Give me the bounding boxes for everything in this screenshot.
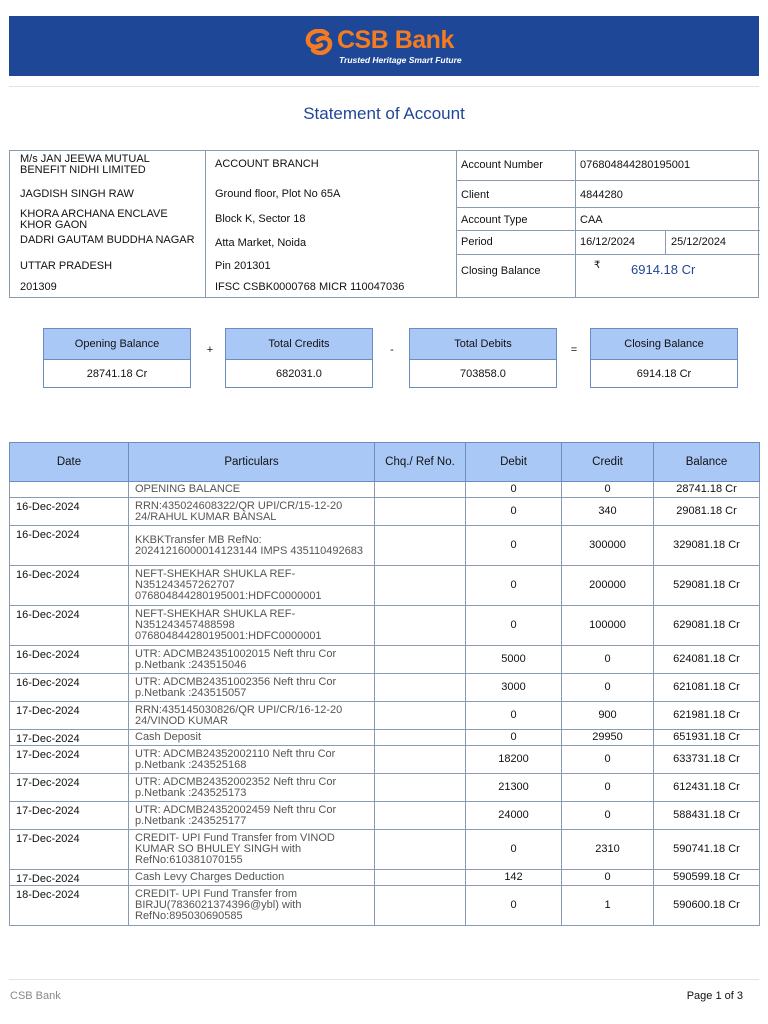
total-credits-value: 682031.0 [276,368,322,380]
transaction-ref-no [375,830,466,870]
table-row [10,802,760,830]
transaction-balance: 621981.18 Cr [654,702,760,730]
closing-balance-cell [576,255,760,297]
transaction-credit: 0 [562,674,654,702]
table-row [10,774,760,802]
transaction-balance: 590600.18 Cr [654,886,760,926]
equals-sign: = [570,344,578,356]
column-header-ref-no: Chq./ Ref No. [375,443,466,482]
transaction-balance: 588431.18 Cr [654,802,760,830]
total-debits-box [409,328,557,388]
opening-balance-label: Opening Balance [44,329,190,360]
minus-sign: - [390,344,394,356]
branch-pin: Pin 201301 [215,260,271,272]
client-id: 4844280 [580,189,623,201]
transaction-credit: 200000 [562,566,654,606]
transaction-particulars: KKBKTransfer MB RefNo: 20241216000014123144 IMPS 435110492683 [129,526,375,566]
transaction-particulars: Cash Levy Charges Deduction [129,870,375,886]
column-header-debit: Debit [466,443,562,482]
transactions-body [10,482,760,926]
branch-name: ACCOUNT BRANCH [215,158,319,170]
transaction-date: 16-Dec-2024 [10,526,129,566]
table-row [10,646,760,674]
transaction-credit: 0 [562,802,654,830]
closing-balance-value: 6914.18 Cr [631,262,696,277]
transaction-ref-no [375,886,466,926]
account-number: 076804844280195001 [580,159,691,171]
page-number: Page 1 of 3 [686,990,743,1002]
column-header-date: Date [10,443,129,482]
transaction-balance: 329081.18 Cr [654,526,760,566]
transaction-debit: 0 [466,702,562,730]
customer-contact: JAGDISH SINGH RAW [20,188,134,200]
column-header-particulars: Particulars [129,443,375,482]
account-type-label-cell [456,208,576,231]
transaction-date: 17-Dec-2024 [10,830,129,870]
transaction-balance: 651931.18 Cr [654,730,760,746]
transaction-balance: 629081.18 Cr [654,606,760,646]
transaction-credit: 900 [562,702,654,730]
transaction-debit: 5000 [466,646,562,674]
table-row [10,730,760,746]
transaction-balance: 529081.18 Cr [654,566,760,606]
customer-pin: 201309 [20,281,57,293]
transaction-particulars: CREDIT- UPI Fund Transfer from VINOD KUMAR SO BHULEY SINGH with RefNo:610381070155 [129,830,375,870]
column-header-balance: Balance [654,443,760,482]
transaction-credit: 0 [562,482,654,498]
footer-divider [9,979,759,980]
transaction-particulars: NEFT-SHEKHAR SHUKLA REF- N351243457262707 076804844280195001:HDFC0000001 [129,566,375,606]
customer-state: UTTAR PRADESH [20,260,113,272]
transaction-credit: 1 [562,886,654,926]
brand-name: CSB Bank [337,26,454,54]
transaction-particulars: CREDIT- UPI Fund Transfer from BIRJU(7836021374396@ybl) with RefNo:895030690585 [129,886,375,926]
transaction-date: 17-Dec-2024 [10,730,129,746]
transaction-particulars: RRN:435024608322/QR UPI/CR/15-12-20 24/RAHUL KUMAR BANSAL [129,498,375,526]
transaction-particulars: UTR: ADCMB24352002459 Neft thru Cor p.Netbank :243525177 [129,802,375,830]
account-type-cell [576,208,760,231]
account-type: CAA [580,214,603,226]
customer-details [10,151,206,297]
transaction-credit: 29950 [562,730,654,746]
transaction-debit: 0 [466,498,562,526]
transaction-date: 18-Dec-2024 [10,886,129,926]
transaction-debit: 0 [466,566,562,606]
account-type-label: Account Type [461,214,528,226]
transaction-particulars: RRN:435145030826/QR UPI/CR/16-12-20 24/VINOD KUMAR [129,702,375,730]
footer-bank-name: CSB Bank [10,990,61,1002]
closing-label-cell [456,255,576,297]
transaction-particulars: OPENING BALANCE [129,482,375,498]
transaction-date: 16-Dec-2024 [10,498,129,526]
table-row [10,870,760,886]
transaction-credit: 0 [562,870,654,886]
csb-bank-logo [305,26,495,70]
bank-header-banner [9,16,759,76]
transaction-ref-no [375,746,466,774]
transaction-date: 17-Dec-2024 [10,802,129,830]
csb-logo-mark-icon [305,29,333,55]
transaction-ref-no [375,674,466,702]
transaction-credit: 340 [562,498,654,526]
summary-closing-balance-value: 6914.18 Cr [636,368,692,380]
transaction-credit: 0 [562,646,654,674]
transaction-date: 16-Dec-2024 [10,646,129,674]
transaction-ref-no [375,566,466,606]
transaction-particulars: Cash Deposit [129,730,375,746]
brand-tagline: Trusted Heritage Smart Future [339,55,462,65]
transaction-debit: 142 [466,870,562,886]
transaction-credit: 300000 [562,526,654,566]
period-from: 16/12/2024 [580,236,636,248]
transaction-date: 17-Dec-2024 [10,774,129,802]
transaction-debit: 24000 [466,802,562,830]
transaction-ref-no [375,482,466,498]
customer-name: M/s JAN JEEWA MUTUAL BENEFIT NIDHI LIMITED [20,153,150,176]
closing-balance-box [590,328,738,388]
transaction-balance: 590599.18 Cr [654,870,760,886]
opening-balance-box [43,328,191,388]
header-divider [9,86,759,87]
customer-address-line2: DADRI GAUTAM BUDDHA NAGAR [20,234,195,246]
opening-balance-value: 28741.18 Cr [86,368,148,380]
transaction-particulars: UTR: ADCMB24351002356 Neft thru Cor p.Netbank :243515057 [129,674,375,702]
transaction-debit: 18200 [466,746,562,774]
transaction-balance: 590741.18 Cr [654,830,760,870]
total-credits-label: Total Credits [226,329,372,360]
client-label: Client [461,189,490,201]
branch-address-line3: Atta Market, Noida [215,237,307,249]
transaction-balance: 633731.18 Cr [654,746,760,774]
transaction-ref-no [375,802,466,830]
transaction-balance: 621081.18 Cr [654,674,760,702]
customer-address-line1: KHORA ARCHANA ENCLAVE KHOR GAON [20,208,168,231]
transaction-ref-no [375,730,466,746]
table-row [10,482,760,498]
transaction-balance: 612431.18 Cr [654,774,760,802]
transaction-ref-no [375,498,466,526]
column-header-credit: Credit [562,443,654,482]
transaction-date: 16-Dec-2024 [10,674,129,702]
transaction-date [10,482,129,498]
transaction-ref-no [375,702,466,730]
branch-details [205,151,457,297]
total-credits-box [225,328,373,388]
transaction-ref-no [375,526,466,566]
account-number-label: Account Number [461,159,543,171]
plus-sign: + [206,344,214,356]
client-cell [576,181,760,208]
transaction-debit: 0 [466,886,562,926]
transaction-particulars: NEFT-SHEKHAR SHUKLA REF- N351243457488598 076804844280195001:HDFC0000001 [129,606,375,646]
table-row [10,702,760,730]
transaction-particulars: UTR: ADCMB24351002015 Neft thru Cor p.Netbank :243515046 [129,646,375,674]
transaction-debit: 0 [466,606,562,646]
transaction-balance: 28741.18 Cr [654,482,760,498]
period-label: Period [461,236,493,248]
transaction-debit: 0 [466,830,562,870]
transaction-date: 17-Dec-2024 [10,702,129,730]
rupee-symbol: ₹ [594,260,601,271]
transaction-date: 17-Dec-2024 [10,870,129,886]
transaction-credit: 100000 [562,606,654,646]
account-info-block [9,150,759,298]
closing-balance-label: Closing Balance [461,265,541,277]
transaction-debit: 3000 [466,674,562,702]
transaction-credit: 2310 [562,830,654,870]
account-number-cell [576,151,760,181]
table-row [10,526,760,566]
transaction-date: 17-Dec-2024 [10,746,129,774]
transaction-ref-no [375,646,466,674]
table-row [10,830,760,870]
transaction-date: 16-Dec-2024 [10,566,129,606]
transaction-ref-no [375,606,466,646]
transaction-debit: 0 [466,730,562,746]
table-header-row [10,443,760,482]
transaction-debit: 21300 [466,774,562,802]
transaction-particulars: UTR: ADCMB24352002352 Neft thru Cor p.Netbank :243525173 [129,774,375,802]
period-from-cell [576,231,666,255]
transaction-credit: 0 [562,774,654,802]
table-row [10,746,760,774]
transaction-date: 16-Dec-2024 [10,606,129,646]
account-number-label-cell [456,151,576,181]
branch-codes: IFSC CSBK0000768 MICR 110047036 [215,281,405,293]
transaction-debit: 0 [466,482,562,498]
total-debits-label: Total Debits [410,329,556,360]
summary-closing-balance-label: Closing Balance [591,329,737,360]
page-title: Statement of Account [303,104,465,123]
total-debits-value: 703858.0 [460,368,506,380]
table-row [10,674,760,702]
branch-address-line2: Block K, Sector 18 [215,213,306,225]
transaction-credit: 0 [562,746,654,774]
account-summary-grid [456,151,760,297]
transaction-ref-no [375,774,466,802]
table-row [10,498,760,526]
transactions-table [9,442,760,926]
transaction-ref-no [375,870,466,886]
period-to-cell [666,231,760,255]
period-label-cell [456,231,576,255]
transaction-particulars: UTR: ADCMB24352002110 Neft thru Cor p.Netbank :243525168 [129,746,375,774]
period-to: 25/12/2024 [671,236,727,248]
branch-address-line1: Ground floor, Plot No 65A [215,188,341,200]
table-row [10,606,760,646]
table-row [10,886,760,926]
transaction-balance: 29081.18 Cr [654,498,760,526]
transaction-balance: 624081.18 Cr [654,646,760,674]
transaction-debit: 0 [466,526,562,566]
table-row [10,566,760,606]
client-label-cell [456,181,576,208]
